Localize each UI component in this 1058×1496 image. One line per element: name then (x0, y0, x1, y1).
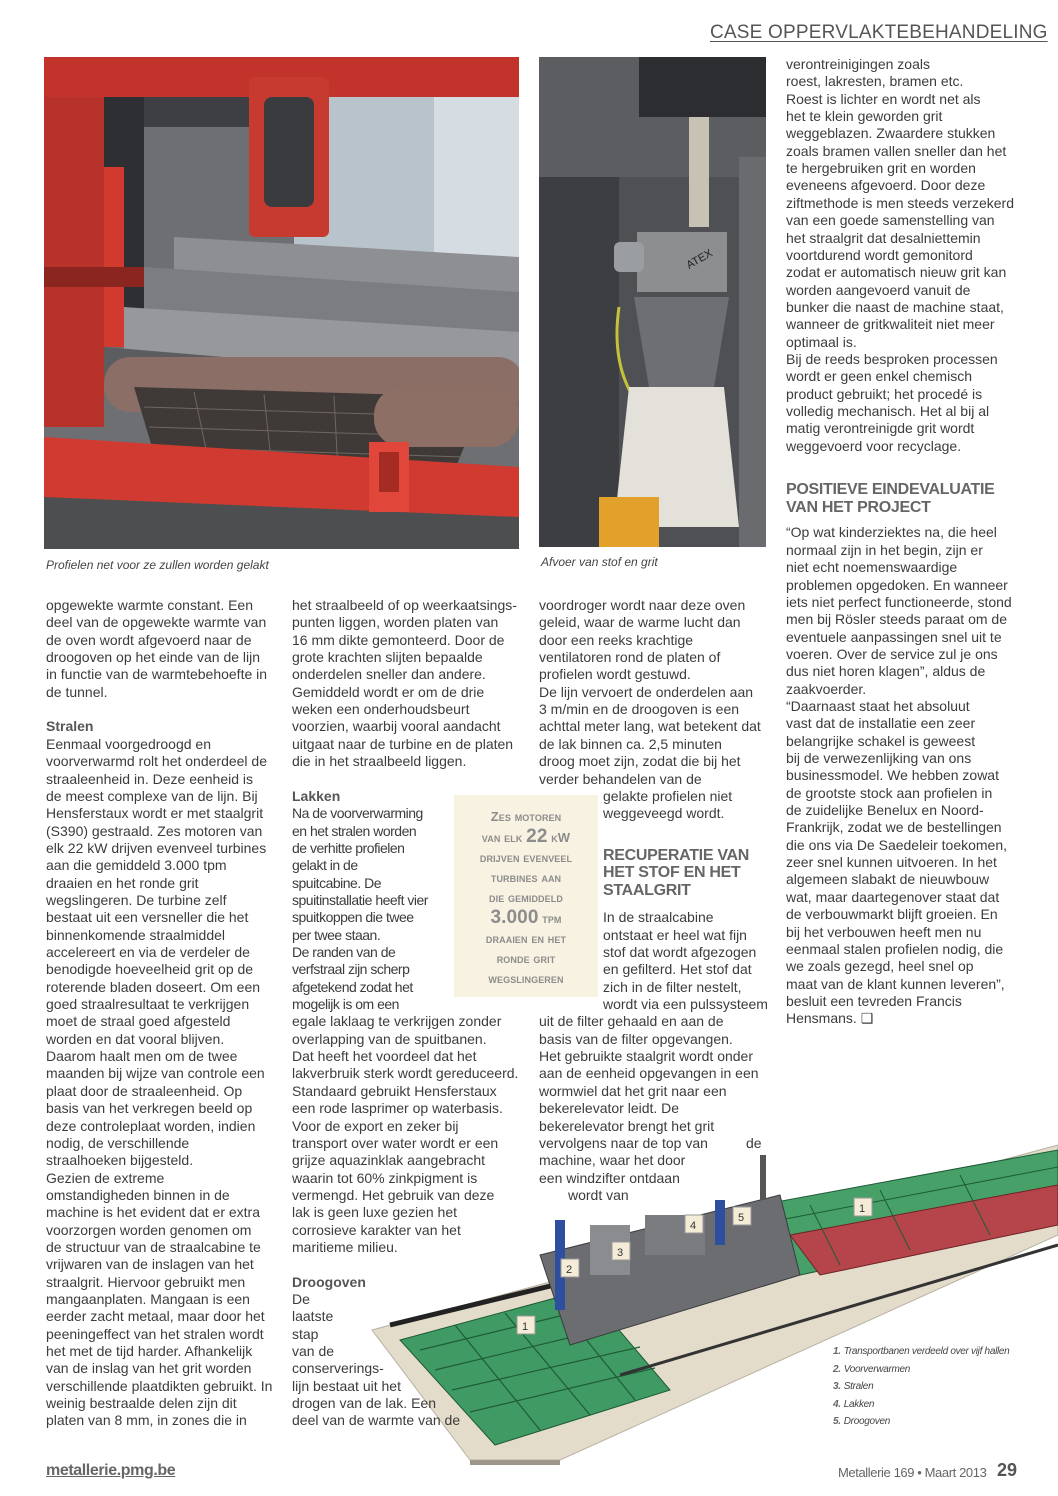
article-text-line: grijze aquazinklak aangebracht (292, 1152, 486, 1169)
article-text-line: Voor de export en zeker bij (292, 1117, 459, 1134)
pull-quote-line: van elk 22 kW (481, 826, 571, 847)
footer-issue: Metallerie 169 • Maart 2013 (838, 1465, 987, 1480)
article-text-line: gelakt in de (292, 857, 358, 874)
article-text-line: weggeblazen. Zwaardere stukken (786, 125, 996, 142)
article-text-line: goed straalresultaat te verkrijgen (46, 996, 250, 1013)
article-text-line: draaien en het ronde grit (46, 874, 199, 891)
article-text-line: die ons via De Saedeleir toekomen, (786, 836, 1008, 853)
article-text-line: de verhitte profielen (292, 839, 405, 856)
article-text-line: het straalgrit dat desalniettemin (786, 229, 981, 246)
article-text-line: conserverings- (292, 1360, 384, 1377)
svg-text:4: 4 (690, 1220, 697, 1232)
article-text-line: de grootste stock aan profielen in (786, 784, 993, 801)
article-text-line: Eenmaal voorgedroogd en (46, 735, 212, 752)
article-text-line: vrijwaren van de inslagen van het (46, 1256, 254, 1273)
article-text-line: de lak binnen ca. 2,5 minuten (539, 735, 722, 752)
article-text-line: bekerelevator leidt. De (539, 1100, 680, 1117)
legend-item: 4. Lakken (833, 1398, 875, 1410)
article-text-line: de tunnel. (46, 683, 108, 700)
article-text-line: het straalbeeld of op weerkaatsings- (292, 597, 517, 613)
article-text-line: wegslingeren. De turbine zelf (46, 891, 227, 908)
article-text-line: verder behandelen van de (539, 770, 702, 787)
atex-label: ATEX (684, 247, 715, 272)
article-text-line: straaleenheid in. Deze eenheid is (46, 770, 254, 787)
article-text-line: spuitinstallatie heeft vier (292, 891, 428, 908)
article-text-line: voorverwarmd rolt het onderdeel de (46, 753, 268, 770)
article-text-line: uit de filter gehaald en aan de (539, 1013, 724, 1030)
article-text-line: dus niet horen klagen”, aldus de (786, 663, 986, 680)
article-text-line: moet de straal goed afgesteld (46, 1013, 231, 1030)
article-text-line: deel van de warmte van de (292, 1412, 461, 1429)
article-text-line: verschillende plaatdikten gebruikt. In (46, 1377, 273, 1394)
article-text-line: de (746, 1135, 762, 1151)
pull-quote-line: Zes motoren (490, 809, 562, 824)
article-text-line: in functie van de warmtebehoefte in (46, 666, 268, 683)
article-text-line: (S390) gestraald. Zes motoren van (46, 822, 263, 839)
article-text-line: Gezien de extreme (46, 1169, 165, 1186)
article-text-line: straalgrit. Hiervoor gebruikt men (46, 1273, 246, 1290)
article-text-line: zeer snel kunnen uitvoeren. In het (786, 854, 997, 871)
article-text-line: bij het verbouwen heeft men nu (786, 923, 982, 940)
article-text-line: weken een onderhoudsbeurt (292, 701, 470, 718)
article-text-line: uitgaat naar de turbine en de platen (292, 735, 514, 752)
article-text-line: basis van het verkregen beeld op (46, 1100, 253, 1117)
article-text-line: De lijn vervoert de onderdelen aan (539, 683, 754, 700)
article-text-line: onderdelen sneller dan andere. (292, 666, 486, 683)
article-text-line: lakverbruik sterk wordt gereduceerd. (292, 1065, 519, 1082)
section-title: CASE OPPERVLAKTEBEHANDELING (710, 22, 1048, 43)
section-heading: STAALGRIT (603, 881, 691, 899)
pull-quote-line: wegslingeren (488, 971, 564, 986)
article-text-line: nodig, de verschillende (46, 1134, 190, 1151)
article-text-line: voorzorgen worden genomen om (46, 1221, 252, 1238)
article-text-line: een windzifter ontdaan (539, 1169, 680, 1186)
article-text-line: elk 22 kW drijven evenveel turbines (46, 839, 267, 856)
article-text-line: transport over water wordt er een (292, 1134, 499, 1151)
article-text-line: die in het straalbeeld liggen. (292, 753, 467, 770)
article-text-line: 3 m/min en de droogoven is een (539, 701, 740, 718)
article-text-line: de oven wordt afgevoerd naar de (46, 631, 252, 648)
article-text-line: Hensmans. ❑ (786, 1010, 874, 1027)
article-text-line: weggevoerd voor recyclage. (786, 437, 962, 454)
article-text-line: eenmaal stalen profielen nodig, die (786, 940, 1004, 957)
article-text-line: accelereert en via de verdeler de (46, 944, 250, 960)
article-text-line: vervolgens naar de top van (539, 1134, 708, 1151)
article-text-line: de verbouwmarkt blijft groeien. En (786, 906, 998, 923)
article-text-line: Roest is lichter en wordt net als (786, 90, 981, 107)
pull-quote (454, 795, 598, 997)
photo-caption: Afvoer van stof en grit (541, 555, 658, 569)
article-text-line: roterende bladen doseert. Om een (46, 978, 261, 995)
article-text-line: spuitcabine. De (292, 874, 382, 891)
article-text-line: aan de eenheid opgevangen in een (539, 1065, 759, 1082)
article-text-line: benodigde hoeveelheid grit op de (46, 961, 254, 978)
article-text-line: lijn bestaat uit het (292, 1377, 401, 1394)
article-text-line: machine is het evident dat er extra (46, 1204, 261, 1221)
article-text-line: profielen wordt gestuwd. (539, 666, 691, 683)
article-text-line: egale laklaag te verkrijgen zonder (292, 1013, 502, 1030)
article-text-line: volledig mechanisch. Het al bij al (786, 403, 990, 419)
article-text-line: “Op wat kinderziektes na, die heel (786, 524, 997, 541)
article-text-line: matig verontreinigde grit wordt (786, 420, 975, 437)
article-text-line: worden en dat vooral blijven. (46, 1030, 225, 1047)
article-text-line: maritieme milieu. (292, 1238, 398, 1255)
article-text-line: van de inslag van het grit worden (46, 1360, 252, 1377)
article-text-line: eventuele aanpassingen snel uit te (786, 628, 1002, 645)
article-text-line: binnenkomende straalmiddel (46, 926, 225, 943)
article-text-line: wordt er geen enkel chemisch (786, 368, 972, 385)
article-text-line: door een reeks krachtige (539, 631, 694, 648)
svg-text:1: 1 (859, 1203, 866, 1215)
article-text-line: droogoven op het einde van de lijn (46, 649, 261, 666)
article-text-line: Na de voorverwarming (292, 805, 423, 822)
pull-quote-line: ronde grit (496, 951, 556, 966)
article-text-line: worden aangevoerd vanuit de (786, 281, 971, 298)
article-text-line: machine, waar het door (539, 1152, 686, 1169)
article-text-line: het te klein geworden grit (786, 108, 943, 125)
article-text-line: niet echt noemenswaardige (786, 559, 958, 576)
article-text-line: laatste (292, 1308, 334, 1325)
article-text-line: spuitkoppen die twee (292, 909, 414, 926)
article-text-line: “Daarnaast staat het absoluut (786, 697, 970, 714)
legend-item: 5. Droogoven (833, 1416, 890, 1427)
article-text-line: afgetekend zodat het (292, 978, 413, 995)
article-text-line: van een goede samenstelling van (786, 212, 995, 229)
footer-website-link[interactable]: metallerie.pmg.be (46, 1462, 176, 1479)
article-text-line: en gefilterd. Het stof dat (603, 961, 752, 978)
article-text-line: wormwiel dat het grit naar een (539, 1082, 727, 1099)
svg-text:1: 1 (522, 1321, 529, 1333)
article-text-line: overlapping van de spuitbanen. (292, 1030, 487, 1047)
page-number: 29 (997, 1460, 1018, 1480)
article-text-line: eerder zacht metaal, maar door het (46, 1308, 265, 1325)
article-text-line: voeren. Over de service zul je ons (786, 645, 998, 662)
article-text-line: problemen opgedoken. En wanneer (786, 576, 1008, 593)
article-text-line: bekerelevator brengt het grit (539, 1117, 715, 1134)
article-text-line: belangrijke schakel is geweest (786, 732, 976, 749)
article-text-line: punten liggen, worden platen van (292, 614, 499, 631)
article-text-line: straalhoeken bijgesteld. (46, 1152, 194, 1169)
section-heading: Droogoven (292, 1273, 366, 1290)
article-text-line: ziftmethode is men steeds verzekerd (786, 194, 1014, 211)
article-text-line: achttal meter lang, wat betekent dat (539, 718, 761, 735)
article-text-line: Daarom haalt men om de twee (46, 1048, 238, 1065)
article-text-line: vast dat de installatie een zeer (786, 715, 976, 732)
article-text-line: Bij de reeds besproken processen (786, 350, 998, 367)
pull-quote-line: draaien en het (485, 931, 567, 946)
article-text-line: zaakvoerder. (786, 680, 867, 697)
article-text-line: Hensferstaux wordt er met staalgrit (46, 805, 264, 822)
article-text-line: product gebruikt; het procedé is (786, 385, 983, 402)
article-text-line: weinig bestraalde delen zijn dit (46, 1395, 237, 1412)
article-text-line: wat, maar daartegenover staat dat (786, 888, 1000, 905)
article-text-line: Het gebruikte staalgrit wordt onder (539, 1048, 753, 1065)
article-text-line: drogen van de lak. Een (292, 1395, 436, 1412)
section-heading: RECUPERATIE VAN (603, 846, 750, 864)
article-text-line: mangaanplaten. Mangaan is een (46, 1291, 250, 1307)
article-text-line: bestaat uit een versneller die het (46, 909, 249, 926)
article-text-line: grote krachten slijten bepaalde (292, 649, 483, 666)
article-text-line: plaat door de straaleenheid. Op (46, 1082, 243, 1099)
section-heading: VAN HET PROJECT (786, 498, 931, 516)
article-text-line: bunker die naast de machine staat, (786, 298, 1004, 315)
photo-dust-grit-extraction (539, 57, 766, 547)
photo-profiles-before-painting (44, 57, 519, 549)
article-text-line: en het stralen worden (292, 822, 417, 839)
section-heading: Lakken (292, 787, 341, 804)
legend-item: 2. Voorverwarmen (833, 1363, 911, 1375)
article-text-line: maat van de klant kunnen leveren”, (786, 975, 1005, 992)
pull-quote-line: die gemiddeld (489, 890, 563, 905)
article-text-line: corrosieve karakter van het (292, 1221, 461, 1238)
article-text-line: eveneens afgevoerd. Door deze (786, 177, 986, 194)
article-text-line: het met de tijd harder. Afhankelijk (46, 1343, 253, 1360)
article-text-line: stof dat wordt afgezogen (603, 944, 757, 960)
article-text-line: gelakte profielen niet (603, 787, 733, 804)
diagram-legend (833, 1343, 1009, 1431)
article-text-line: iets niet perfect functioneerde, stond (786, 593, 1012, 610)
article-text-line: ontstaat er heel wat fijn (603, 926, 747, 943)
article-text-line: waarin tot 60% zinkpigment is (292, 1169, 478, 1186)
article-text-line: deze controleplaat worden, indien (46, 1117, 256, 1134)
article-text-line: zich in de filter nestelt, (603, 978, 742, 995)
article-text-line: vermengd. Het gebruik van deze (292, 1186, 495, 1203)
article-text-line: maanden bij wijze van controle een (46, 1065, 265, 1082)
section-heading: HET STOF EN HET (603, 864, 741, 882)
article-text-line: men bij Rösler steeds paraat om de (786, 611, 1007, 628)
article-text-line: De (292, 1291, 310, 1307)
article-text-line: algemeen slabakt de nieuwbouw (786, 871, 990, 888)
article-text-line: peeningeffect van het stralen wordt (46, 1325, 264, 1342)
article-text-line: platen van 8 mm, in zones die in (46, 1412, 247, 1429)
article-text-line: verontreinigingen zoals (786, 56, 930, 72)
pull-quote-line: 3.000 tpm (490, 907, 562, 928)
article-text-line: Gemiddeld wordt er om de drie (292, 683, 485, 700)
article-text-line: besluit een tevreden Francis (786, 992, 962, 1009)
article-text-line: mogelijk is om een (292, 996, 399, 1013)
article-text-line: In de straalcabine (603, 909, 714, 926)
article-text-line: aan die gemiddeld 3.000 tpm (46, 857, 227, 874)
article-text-line: Frankrijk, zodat we de bestellingen (786, 819, 1002, 836)
article-text-line: per twee staan. (292, 926, 381, 943)
article-text-line: van de (292, 1343, 335, 1360)
article-text-line: bij de verwezenlijking van ons (786, 750, 972, 766)
article-text-line: voordroger wordt naar deze oven (539, 597, 746, 613)
article-text-line: De randen van de (292, 944, 396, 960)
photo-caption: Profielen net voor ze zullen worden gelakt (46, 558, 269, 572)
article-text-line: wanneer de gritkwaliteit niet meer (786, 316, 995, 333)
article-text-line: voortdurend wordt gemonitord (786, 246, 973, 263)
pull-quote-line: turbines aan (490, 870, 562, 885)
section-heading: Stralen (46, 718, 94, 735)
article-text-line: wordt van (568, 1186, 629, 1203)
article-text-line: normaal zijn in het begin, zijn er (786, 541, 983, 558)
article-text-line: businessmodel. We hebben zowat (786, 767, 999, 784)
article-text-line: omstandigheden binnen in de (46, 1186, 230, 1203)
article-text-line: ventilatoren rond de platen of (539, 649, 721, 666)
article-text-line: de zuidelijke Benelux en Noord- (786, 802, 984, 819)
svg-text:2: 2 (566, 1264, 573, 1276)
legend-item: 1. Transportbanen verdeeld over vijf hallen (833, 1346, 1010, 1357)
article-text-line: voorzien, waarbij vooral aandacht (292, 718, 501, 735)
article-text-line: droog moet zijn, zodat die bij het (539, 753, 741, 770)
article-text-line: optimaal is. (786, 333, 857, 350)
article-text-line: de structuur van de straalcabine te (46, 1238, 261, 1255)
article-text-line: Dat heeft het voordeel dat het (292, 1048, 477, 1065)
article-text-line: verfstraal zijn scherp (292, 961, 410, 978)
article-text-line: stap (292, 1325, 319, 1342)
svg-text:5: 5 (738, 1212, 745, 1224)
article-text-line: we zoals gezegd, heel snel op (786, 958, 974, 975)
svg-text:3: 3 (617, 1247, 624, 1259)
article-text-line: lak is geen luxe gezien het (292, 1204, 457, 1221)
article-text-line: deel van de opgewekte warmte van (46, 614, 267, 631)
article-text-line: te hergebruiken grit en worden (786, 160, 976, 177)
section-heading: POSITIEVE EINDEVALUATIE (786, 481, 995, 499)
article-text-line: geleid, waar de warme lucht dan (539, 614, 741, 631)
article-text-line: de meest complexe van de lijn. Bij (46, 787, 258, 804)
article-text-line: opgewekte warmte constant. Een (46, 597, 254, 613)
article-text-line: zoals bramen vallen sneller dan het (786, 142, 1007, 159)
article-text-line: basis van de filter opgevangen. (539, 1030, 733, 1047)
article-text-line: roest, lakresten, bramen etc. (786, 73, 964, 90)
article-text-line: zodat er automatisch nieuw grit kan (786, 264, 1007, 281)
legend-item: 3. Stralen (833, 1381, 874, 1392)
article-text-line: weggeveegd wordt. (603, 805, 725, 822)
article-text-line: een rode lasprimer op waterbasis. (292, 1100, 503, 1117)
article-text-line: 16 mm dikte gemonteerd. Door de (292, 631, 505, 648)
article-text-line: Standaard gebruikt Hensferstaux (292, 1082, 497, 1099)
article-text-line: wordt via een pulssysteem (603, 996, 768, 1013)
pull-quote-line: drijven evenveel (479, 850, 573, 865)
